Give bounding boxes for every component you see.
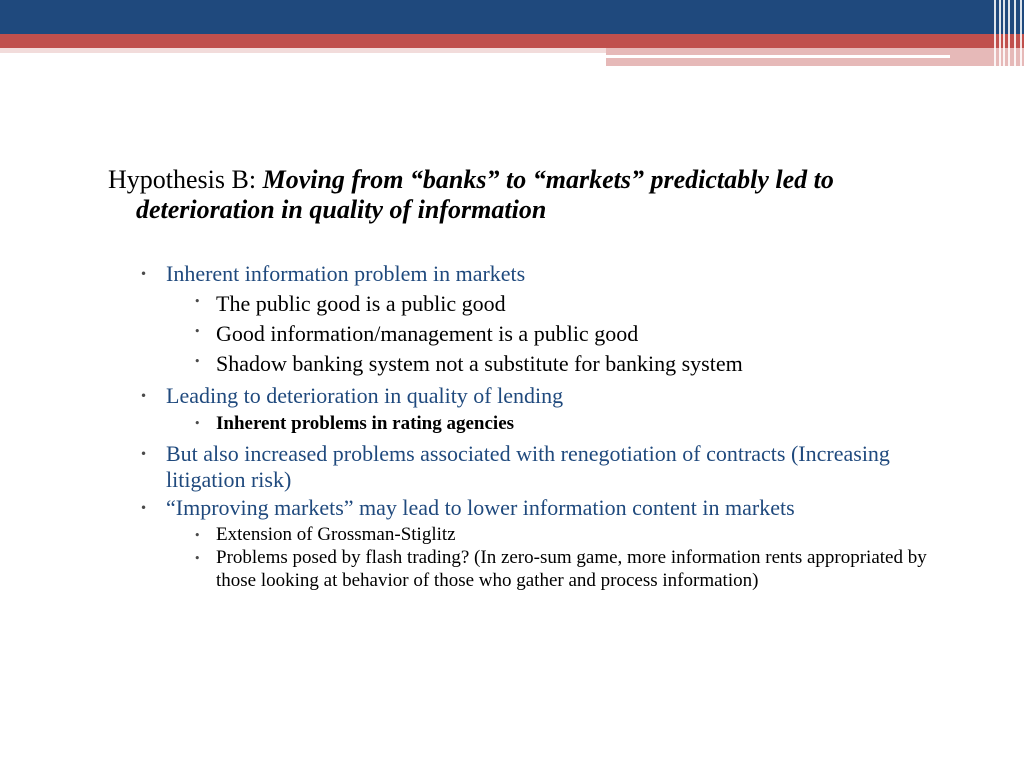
hypothesis-emphasis: Moving from “banks” to “markets” predictably led to deterioration in quality of information (136, 165, 834, 224)
bullet-text: • “Improving markets” may lead to lower information content in markets (166, 495, 795, 520)
header-blue-band (0, 0, 1024, 34)
bullet-list (108, 261, 938, 592)
sub-bullet-item (194, 546, 938, 592)
hypothesis-heading (108, 165, 938, 225)
sub-bullet-list (166, 523, 938, 592)
sub-bullet-item (194, 523, 938, 546)
bullet-text: • Inherent information problem in markets (166, 261, 526, 286)
sub-bullet-list (166, 411, 938, 437)
sub-bullet-text: • Problems posed by flash trading? (In zero-sum game, more information rents appropriated by those looking at behavior of those who gather and process information) (216, 547, 927, 591)
sub-bullet-text: • Extension of Grossman-Stiglitz (216, 524, 456, 545)
sub-bullet-item (194, 289, 938, 319)
sub-bullet-list (166, 289, 938, 379)
header-red-band (0, 34, 1024, 48)
header-stripes (990, 0, 1024, 70)
sub-bullet-text: • The public good is a public good (216, 291, 506, 316)
sub-bullet-item (194, 411, 938, 437)
bullet-item (140, 261, 938, 379)
sub-bullet-text: • Good information/management is a public good (216, 321, 639, 346)
bullet-text: • Leading to deterioration in quality of lending (166, 383, 564, 408)
header-light-band (0, 48, 606, 53)
sub-bullet-item (194, 319, 938, 349)
bullet-text: • But also increased problems associated with renegotiation of contracts (Increasing litigation risk) (166, 441, 890, 492)
bullet-item (140, 441, 938, 493)
slide-body (108, 165, 938, 596)
bullet-item (140, 383, 938, 437)
sub-bullet-text: • Shadow banking system not a substitute for banking system (216, 351, 743, 376)
bullet-item (140, 495, 938, 592)
hypothesis-prefix: Hypothesis B: (108, 165, 263, 194)
sub-bullet-item (194, 349, 938, 379)
sub-bullet-text: • Inherent problems in rating agencies (216, 413, 515, 434)
header-white-line (606, 55, 950, 58)
